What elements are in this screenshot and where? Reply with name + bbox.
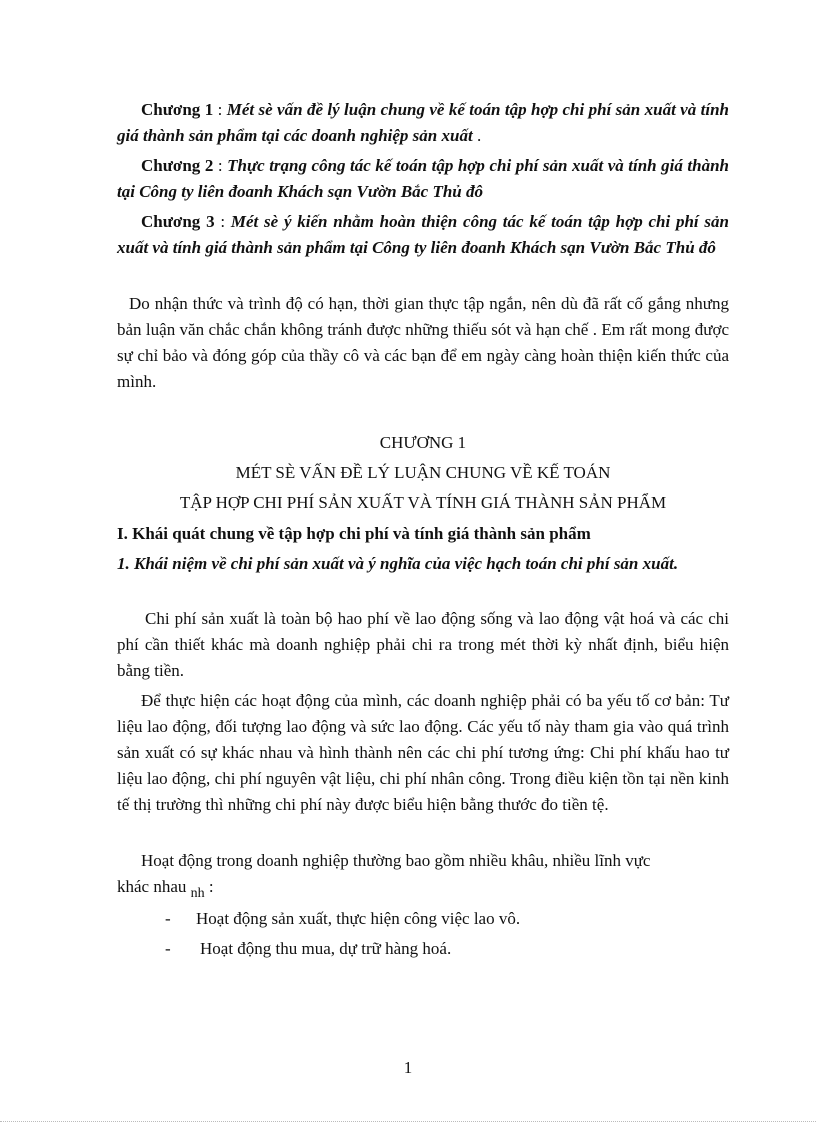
chapter-2-summary: Chương 2 : Thực trạng công tác kế toán tập hợp chi phí sản xuất và tính giá thành tại Công ty liên đoanh Khách sạn Vườn Bắc Thủ đô	[117, 156, 729, 201]
subsection-heading: 1. Khái niệm về chi phí sản xuất và ý nghĩa của việc hạch toán chi phí sản xuất.	[117, 554, 679, 573]
paragraph-activities: Hoạt động trong doanh nghiệp thường bao gồm nhiều khâu, nhiều lĩnh vực	[141, 851, 651, 870]
chapter-title-line-1: MÉT SÈ VẤN ĐỀ LÝ LUẬN CHUNG VỀ KẾ TOÁN	[235, 463, 611, 482]
page-bottom-border	[0, 1121, 816, 1122]
document-page: Chương 1 : Mét sè vấn đề lý luận chung về kế toán tập hợp chi phí sản xuất và tính giá thành sản phẩm tại các doanh nghiệp sản xuất . Chương 2 : Thực trạng công tác kế toán tập hợp chi phí sản xuất và tính giá thành tại Công ty liên đoanh Khách sạn Vườn Bắc Thủ đô Chương 3 : Mét sè ý kiến nhằm hoàn thiện công tác kế toán tập hợp chi phí sản xuất và tính giá thành sản phẩm tại Công ty liên đoanh Khách sạn Vườn Bắc Thủ đô Do nhận thức và trình độ có hạn, thời gian thực tập ngắn, nên dù đã rất cố gắng nhưng bản luận văn chắc chắn không tránh được những thiếu sót và hạn chế . Em rất mong được sự chỉ bảo và đóng góp của thầy cô và các bạn để em ngày càng hoàn thiện kiến thức của mình. CHƯƠNG 1 MÉT SÈ VẤN ĐỀ LÝ LUẬN CHUNG VỀ KẾ TOÁN TẬP HỢP CHI PHÍ SẢN XUẤT VÀ TÍNH GIÁ THÀNH SẢN PHẨM I. Khái quát chung về tập hợp chi phí và tính giá thành sản phẩm 1. Khái niệm về chi phí sản xuất và ý nghĩa của việc hạch toán chi phí sản xuất. Chi phí sản xuất là toàn bộ hao phí về lao động sống và lao động vật hoá và các chi phí cần thiết khác mà doanh nghiệp phải chi ra trong mét thời kỳ nhất định, biểu hiện bằng tiền. Để thực hiện các hoạt động của mình, các doanh nghiệp phải có ba yếu tố cơ bản: Tư liệu lao động, đối tượng lao động và sức lao động. Các yếu tố này tham gia vào quá trình sản xuất có sự khác nhau và hình thành nên các chi phí tương ứng: Chi phí khấu hao tư liệu lao động, chi phí nguyên vật liệu, chi phí nhân công. Trong điều kiện tồn tại nền kinh tế thị trường thì những chi phí này được biểu hiện bằng thước đo tiền tệ. Hoạt động trong doanh nghiệp thường bao gồm nhiều khâu, nhiều lĩnh vực khác nhau $_{nh}$ : - Hoạt động sản xuất, thực hiện công việc lao vô. - Hoạt động thu mua, dự trữ hàng hoá. 1	[0, 0, 816, 1123]
chapter-title-line-2: TẬP HỢP CHI PHÍ SẢN XUẤT VÀ TÍNH GIÁ THÀNH SẢN PHẨM	[179, 493, 667, 512]
paragraph-activities-cont: khác nhau $_{nh}$ :	[117, 877, 214, 901]
paragraph-factors: Để thực hiện các hoạt động của mình, các doanh nghiệp phải có ba yếu tố cơ bản: Tư liệu lao động, đối tượng lao động và sức lao động. Các yếu tố này tham gia vào quá trình sản xuất có sự khác nhau và hình thành nên các chi phí tương ứng: Chi phí khấu hao tư liệu lao động, chi phí nguyên vật liệu, chi phí nhân công. Trong điều kiện tồn tại nền kinh tế thị trường thì những chi phí này được biểu hiện bằng thước đo tiền tệ.	[117, 691, 729, 814]
section-heading: I. Khái quát chung về tập hợp chi phí và tính giá thành sản phẩm	[117, 524, 591, 543]
chapter-number: CHƯƠNG 1	[379, 433, 467, 452]
intro-paragraph: Do nhận thức và trình độ có hạn, thời gian thực tập ngắn, nên dù đã rất cố gắng nhưng bản luận văn chắc chắn không tránh được những thiếu sót và hạn chế . Em rất mong được sự chỉ bảo và đóng góp của thầy cô và các bạn để em ngày càng hoàn thiện kiến thức của mình.	[117, 294, 729, 391]
chapter-3-summary: Chương 3 : Mét sè ý kiến nhằm hoàn thiện công tác kế toán tập hợp chi phí sản xuất và tính giá thành sản phẩm tại Công ty liên đoanh Khách sạn Vườn Bắc Thủ đô	[117, 212, 729, 257]
paragraph-definition: Chi phí sản xuất là toàn bộ hao phí về lao động sống và lao động vật hoá và các chi phí cần thiết khác mà doanh nghiệp phải chi ra trong mét thời kỳ nhất định, biểu hiện bằng tiền.	[117, 609, 729, 680]
chapter-1-summary: Chương 1 : Mét sè vấn đề lý luận chung về kế toán tập hợp chi phí sản xuất và tính giá thành sản phẩm tại các doanh nghiệp sản xuất .	[117, 100, 729, 145]
page-number: 1	[403, 1058, 413, 1077]
